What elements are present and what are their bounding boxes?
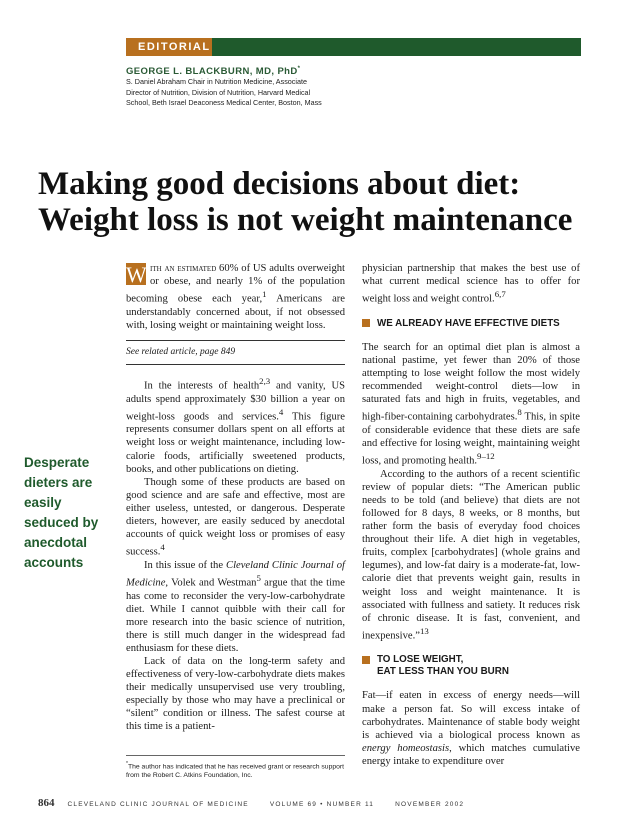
- column-left: [126, 262, 345, 734]
- intro-paragraph: W ith an estimated 60% of US adults overweight or obese, and nearly 1% of the population becoming obese each year,$^1$ Americans are understandably concerned about, if not obsessed with, losing weight or maintaining weight loss.: [126, 262, 345, 331]
- journal-name: CLEVELAND CLINIC JOURNAL OF MEDICINE: [67, 801, 249, 808]
- paragraph: Lack of data on the long-term safety and effectiveness of very-low-carbohydrate diets makes their medically unsupervised use very troubling, especially by those who may have a preclinical or “silent” condition or illness. The safest course at this time is a patient-: [126, 656, 345, 733]
- paragraph: According to the authors of a recent scientific review of popular diets: “The American public needs to be told (and believe) that diets are not followed for 8 days, 8 weeks, or 8 months, but rather form the basis of everyday food choices throughout their life. A diet high in vegetables, fruits, complex [carbohydrates] (whole grains and legumes), and low-fat dairy is a moderate-fat, low-calorie diet that prevents weight gain, results in weight loss and weight maintenance. It is associated with fullness and satiety. It reduces risk of chronic disease. It is fast, convenient, and inexpensive.”$^{13}$: [362, 468, 580, 642]
- paragraph: In this issue of the Cleveland Clinic Journal of Medicine, Volek and Westman$^5$ argue that the time has come to reconsider the very-low-carbohydrate diet. While I cannot quibble with their call for more research into the basic science of nutrition, there is still much danger in the widespread fad enthusiasm for these diets.: [126, 559, 345, 654]
- affiliation-line-2: Director of Nutrition, Division of Nutrition, Harvard Medical: [126, 87, 311, 97]
- heading-marker: [362, 656, 370, 664]
- affiliation-line-1: S. Daniel Abraham Chair in Nutrition Medicine, Associate: [126, 77, 307, 87]
- related-article-link[interactable]: See related article, page 849: [126, 340, 345, 365]
- column-right: [362, 262, 580, 768]
- page-footer: [38, 797, 598, 809]
- paragraph: Fat—if eaten in excess of energy needs—will make a person fat. So will excess intake of carbohydrates. Maintenance of stable body weight is achieved via a biological process known as energy homeostasis, which matches cumulative energy intake to expenditure over: [362, 690, 580, 767]
- paragraph: Though some of these products are based on good science and are safe and effective, most are either useless, untested, or dangerous. Desperate dieters, however, are easily seduced by anecdotal accounts of quick weight loss or promises of easy success.$^4$: [126, 476, 345, 558]
- paragraph: physician partnership that makes the best use of what current medical science has to offer for weight loss and weight control.$^{6,7}$: [362, 263, 580, 305]
- section-heading: TO LOSE WEIGHT, EAT LESS THAN YOU BURN: [362, 654, 580, 678]
- heading-marker: [362, 319, 370, 327]
- footnote: *The author has indicated that he has received grant or research support from the Robert C. Atkins Foundation, Inc.: [126, 755, 345, 780]
- pull-quote: Desperate dieters are easily seduced by anecdotal accounts: [24, 455, 99, 570]
- section-heading: WE ALREADY HAVE EFFECTIVE DIETS: [362, 318, 580, 330]
- title-line-1: Making good decisions about diet:: [38, 166, 521, 202]
- page-number: 864: [38, 797, 55, 809]
- issue-date: NOVEMBER 2002: [395, 801, 465, 808]
- affiliation-line-3: School, Beth Israel Deaconess Medical Center, Boston, Mass: [126, 98, 322, 108]
- paragraph: In the interests of health$^{2,3}$ and vanity, US adults spend approximately $30 billion a year on weight-loss goods and services.$^4$ This figure represents consumer dollars spent on all efforts at weight loss or weight maintenance, including low-calorie foods, artificially sweetened products, books, and other publications on dieting.: [126, 376, 346, 475]
- drop-cap: W: [126, 262, 147, 287]
- paragraph: The search for an optimal diet plan is almost a national pastime, yet fewer than 20% of those attempting to lose weight follow the most widely recommended weight-control diets—low in saturated fats and high in fruits, vegetables, and high-fiber-containing carbohydrates.$^8$ This, in spite of considerable evidence that these diets are safe and effective for losing weight, maintaining weight loss, and promoting health.$^{9-12}$: [362, 341, 580, 467]
- section-label: EDITORIAL: [126, 38, 212, 56]
- author-name: GEORGE L. BLACKBURN, MD, PhD*: [126, 66, 301, 78]
- volume-issue: VOLUME 69 • NUMBER 11: [269, 801, 375, 808]
- title-line-2: Weight loss is not weight maintenance: [38, 202, 573, 238]
- author-block: [126, 66, 426, 109]
- article-title: [38, 166, 598, 238]
